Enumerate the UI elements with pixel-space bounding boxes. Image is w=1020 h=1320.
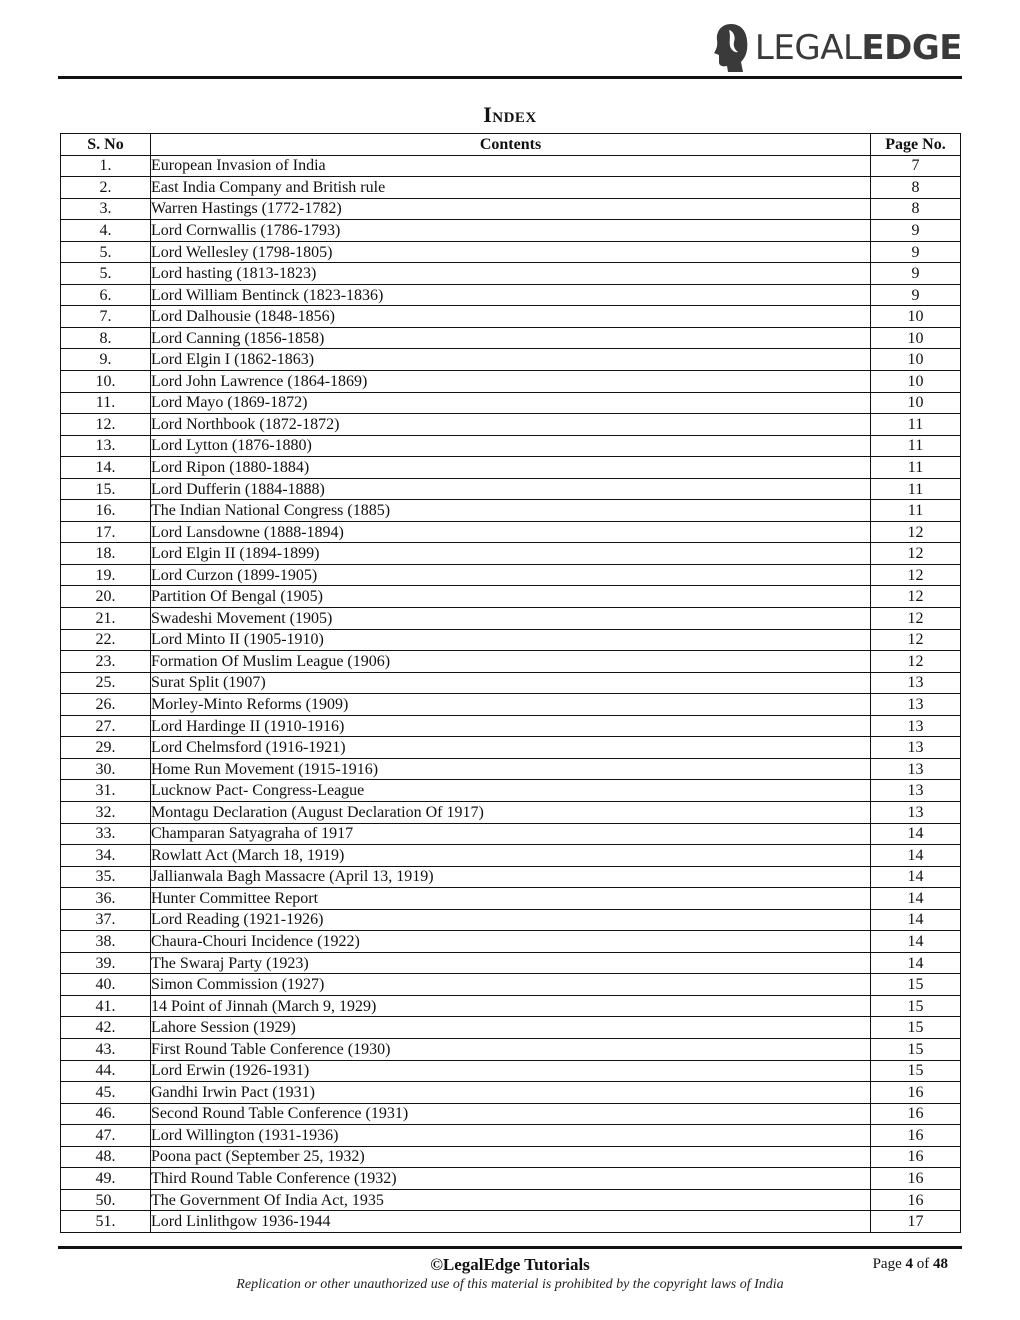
row-sno: 9.	[61, 349, 151, 371]
row-sno: 45.	[61, 1082, 151, 1104]
row-sno: 6.	[61, 284, 151, 306]
table-row	[61, 1189, 961, 1211]
row-sno: 11.	[61, 392, 151, 414]
row-content: First Round Table Conference (1930)	[151, 1038, 871, 1060]
row-page: 9	[871, 241, 961, 263]
row-sno: 5.	[61, 263, 151, 285]
row-page: 13	[871, 801, 961, 823]
row-page: 15	[871, 974, 961, 996]
table-row	[61, 263, 961, 285]
row-content: Swadeshi Movement (1905)	[151, 608, 871, 630]
row-page: 15	[871, 995, 961, 1017]
row-page: 15	[871, 1038, 961, 1060]
row-sno: 5.	[61, 241, 151, 263]
row-page: 14	[871, 888, 961, 910]
row-content: 14 Point of Jinnah (March 9, 1929)	[151, 995, 871, 1017]
row-page: 14	[871, 931, 961, 953]
row-content: Jallianwala Bagh Massacre (April 13, 1919)	[151, 866, 871, 888]
page-title: Index	[483, 102, 537, 127]
row-content: Lucknow Pact- Congress-League	[151, 780, 871, 802]
table-row	[61, 608, 961, 630]
row-content: Lord Canning (1856-1858)	[151, 327, 871, 349]
row-content: Home Run Movement (1915-1916)	[151, 758, 871, 780]
row-page: 16	[871, 1103, 961, 1125]
row-sno: 19.	[61, 564, 151, 586]
table-row	[61, 823, 961, 845]
row-page: 8	[871, 198, 961, 220]
row-page: 13	[871, 715, 961, 737]
row-content: Morley-Minto Reforms (1909)	[151, 694, 871, 716]
table-row	[61, 564, 961, 586]
row-sno: 39.	[61, 952, 151, 974]
row-content: Formation Of Muslim League (1906)	[151, 651, 871, 673]
row-content: Montagu Declaration (August Declaration Of 1917)	[151, 801, 871, 823]
row-content: Lord Lansdowne (1888-1894)	[151, 521, 871, 543]
row-page: 15	[871, 1060, 961, 1082]
row-sno: 12.	[61, 414, 151, 436]
index-table	[60, 133, 961, 1233]
row-content: Lord Minto II (1905-1910)	[151, 629, 871, 651]
row-content: Lord Dufferin (1884-1888)	[151, 478, 871, 500]
row-content: Lord Cornwallis (1786-1793)	[151, 220, 871, 242]
table-row	[61, 629, 961, 651]
page-of: of	[916, 1256, 930, 1272]
table-row	[61, 1146, 961, 1168]
table-row	[61, 845, 961, 867]
row-page: 14	[871, 845, 961, 867]
table-row	[61, 888, 961, 910]
page-prefix: Page	[872, 1256, 902, 1272]
row-content: Second Round Table Conference (1931)	[151, 1103, 871, 1125]
row-sno: 17.	[61, 521, 151, 543]
row-content: Poona pact (September 25, 1932)	[151, 1146, 871, 1168]
row-sno: 41.	[61, 995, 151, 1017]
table-row	[61, 715, 961, 737]
row-page: 10	[871, 392, 961, 414]
logo-wordmark	[755, 22, 962, 74]
table-row	[61, 457, 961, 479]
row-sno: 27.	[61, 715, 151, 737]
row-page: 16	[871, 1189, 961, 1211]
row-sno: 26.	[61, 694, 151, 716]
row-page: 16	[871, 1168, 961, 1190]
header-sno: S. No	[61, 134, 151, 156]
table-row	[61, 651, 961, 673]
row-sno: 50.	[61, 1189, 151, 1211]
table-row	[61, 801, 961, 823]
row-sno: 1.	[61, 155, 151, 177]
row-page: 14	[871, 866, 961, 888]
row-content: Lord Curzon (1899-1905)	[151, 564, 871, 586]
row-page: 10	[871, 327, 961, 349]
row-sno: 35.	[61, 866, 151, 888]
row-page: 16	[871, 1082, 961, 1104]
row-page: 12	[871, 608, 961, 630]
row-content: East India Company and British rule	[151, 177, 871, 199]
row-content: Partition Of Bengal (1905)	[151, 586, 871, 608]
table-row	[61, 866, 961, 888]
row-page: 8	[871, 177, 961, 199]
page-total: 48	[933, 1256, 948, 1272]
table-row	[61, 500, 961, 522]
page-current: 4	[905, 1256, 913, 1272]
row-page: 9	[871, 220, 961, 242]
row-page: 12	[871, 564, 961, 586]
row-sno: 43.	[61, 1038, 151, 1060]
row-content: Lahore Session (1929)	[151, 1017, 871, 1039]
row-page: 11	[871, 435, 961, 457]
page-number	[873, 1256, 948, 1273]
footer-brand: ©LegalEdge Tutorials	[430, 1255, 590, 1274]
table-row	[61, 1103, 961, 1125]
row-sno: 48.	[61, 1146, 151, 1168]
row-content: Champaran Satyagraha of 1917	[151, 823, 871, 845]
table-row	[61, 220, 961, 242]
row-sno: 8.	[61, 327, 151, 349]
header-rule	[58, 76, 962, 79]
table-row	[61, 435, 961, 457]
footer-rule	[58, 1246, 962, 1249]
row-sno: 25.	[61, 672, 151, 694]
row-sno: 34.	[61, 845, 151, 867]
row-page: 10	[871, 371, 961, 393]
row-page: 9	[871, 263, 961, 285]
row-sno: 22.	[61, 629, 151, 651]
table-row	[61, 1211, 961, 1233]
row-page: 15	[871, 1017, 961, 1039]
row-sno: 40.	[61, 974, 151, 996]
row-content: Lord Elgin I (1862-1863)	[151, 349, 871, 371]
row-content: The Indian National Congress (1885)	[151, 500, 871, 522]
row-content: Lord John Lawrence (1864-1869)	[151, 371, 871, 393]
row-sno: 20.	[61, 586, 151, 608]
row-page: 7	[871, 155, 961, 177]
row-sno: 42.	[61, 1017, 151, 1039]
row-content: Lord Wellesley (1798-1805)	[151, 241, 871, 263]
table-row	[61, 1125, 961, 1147]
row-page: 16	[871, 1125, 961, 1147]
table-header-row	[61, 134, 961, 156]
row-page: 12	[871, 651, 961, 673]
row-page: 11	[871, 500, 961, 522]
table-row	[61, 737, 961, 759]
row-sno: 49.	[61, 1168, 151, 1190]
row-content: Warren Hastings (1772-1782)	[151, 198, 871, 220]
table-row	[61, 694, 961, 716]
table-row	[61, 931, 961, 953]
row-page: 12	[871, 521, 961, 543]
row-sno: 36.	[61, 888, 151, 910]
row-content: Hunter Committee Report	[151, 888, 871, 910]
row-content: Lord Dalhousie (1848-1856)	[151, 306, 871, 328]
table-row	[61, 758, 961, 780]
table-row	[61, 974, 961, 996]
table-row	[61, 478, 961, 500]
table-row	[61, 1168, 961, 1190]
row-page: 16	[871, 1146, 961, 1168]
row-sno: 21.	[61, 608, 151, 630]
table-row	[61, 952, 961, 974]
row-page: 13	[871, 780, 961, 802]
row-sno: 4.	[61, 220, 151, 242]
row-content: Lord Reading (1921-1926)	[151, 909, 871, 931]
row-content: Lord Chelmsford (1916-1921)	[151, 737, 871, 759]
row-sno: 31.	[61, 780, 151, 802]
row-sno: 30.	[61, 758, 151, 780]
table-row	[61, 521, 961, 543]
row-sno: 46.	[61, 1103, 151, 1125]
table-row	[61, 780, 961, 802]
row-sno: 51.	[61, 1211, 151, 1233]
row-sno: 2.	[61, 177, 151, 199]
row-page: 11	[871, 414, 961, 436]
row-sno: 23.	[61, 651, 151, 673]
row-sno: 38.	[61, 931, 151, 953]
table-row	[61, 284, 961, 306]
row-sno: 3.	[61, 198, 151, 220]
table-row	[61, 241, 961, 263]
row-content: Surat Split (1907)	[151, 672, 871, 694]
table-row	[61, 306, 961, 328]
row-sno: 32.	[61, 801, 151, 823]
row-content: Chaura-Chouri Incidence (1922)	[151, 931, 871, 953]
table-row	[61, 995, 961, 1017]
row-page: 12	[871, 629, 961, 651]
row-sno: 14.	[61, 457, 151, 479]
index-table-body	[61, 155, 961, 1232]
row-content: Third Round Table Conference (1932)	[151, 1168, 871, 1190]
row-content: Lord Mayo (1869-1872)	[151, 392, 871, 414]
table-row	[61, 392, 961, 414]
row-content: Lord William Bentinck (1823-1836)	[151, 284, 871, 306]
head-silhouette-icon	[713, 22, 749, 74]
row-sno: 47.	[61, 1125, 151, 1147]
row-content: Lord Lytton (1876-1880)	[151, 435, 871, 457]
row-page: 10	[871, 349, 961, 371]
row-content: Lord Willington (1931-1936)	[151, 1125, 871, 1147]
logo-text-bold: EDGE	[861, 28, 962, 68]
row-page: 13	[871, 737, 961, 759]
row-sno: 10.	[61, 371, 151, 393]
table-row	[61, 155, 961, 177]
row-page: 14	[871, 909, 961, 931]
table-row	[61, 1038, 961, 1060]
logo-text-light: LEGAL	[754, 28, 862, 68]
brand-logo	[713, 22, 962, 74]
row-page: 17	[871, 1211, 961, 1233]
row-page: 11	[871, 478, 961, 500]
row-content: Lord Ripon (1880-1884)	[151, 457, 871, 479]
row-page: 12	[871, 586, 961, 608]
table-row	[61, 327, 961, 349]
table-row	[61, 586, 961, 608]
table-row	[61, 349, 961, 371]
row-page: 14	[871, 823, 961, 845]
table-row	[61, 1060, 961, 1082]
table-row	[61, 198, 961, 220]
row-content: Lord Linlithgow 1936-1944	[151, 1211, 871, 1233]
row-page: 13	[871, 758, 961, 780]
row-content: The Swaraj Party (1923)	[151, 952, 871, 974]
row-content: The Government Of India Act, 1935	[151, 1189, 871, 1211]
row-page: 10	[871, 306, 961, 328]
table-row	[61, 371, 961, 393]
row-content: Lord hasting (1813-1823)	[151, 263, 871, 285]
row-page: 14	[871, 952, 961, 974]
table-row	[61, 414, 961, 436]
row-content: Lord Northbook (1872-1872)	[151, 414, 871, 436]
row-sno: 29.	[61, 737, 151, 759]
row-sno: 44.	[61, 1060, 151, 1082]
table-row	[61, 543, 961, 565]
table-row	[61, 177, 961, 199]
row-sno: 15.	[61, 478, 151, 500]
row-content: Gandhi Irwin Pact (1931)	[151, 1082, 871, 1104]
table-row	[61, 1017, 961, 1039]
row-sno: 18.	[61, 543, 151, 565]
row-content: Rowlatt Act (March 18, 1919)	[151, 845, 871, 867]
row-content: Lord Erwin (1926-1931)	[151, 1060, 871, 1082]
row-sno: 7.	[61, 306, 151, 328]
row-sno: 16.	[61, 500, 151, 522]
row-sno: 33.	[61, 823, 151, 845]
row-content: European Invasion of India	[151, 155, 871, 177]
row-page: 11	[871, 457, 961, 479]
row-page: 9	[871, 284, 961, 306]
copyright-notice: Replication or other unauthorized use of this material is prohibited by the copyright laws of India	[236, 1277, 784, 1292]
row-sno: 37.	[61, 909, 151, 931]
row-page: 13	[871, 694, 961, 716]
row-sno: 13.	[61, 435, 151, 457]
row-content: Lord Elgin II (1894-1899)	[151, 543, 871, 565]
table-row	[61, 672, 961, 694]
row-content: Lord Hardinge II (1910-1916)	[151, 715, 871, 737]
row-page: 13	[871, 672, 961, 694]
header-contents: Contents	[151, 134, 871, 156]
row-page: 12	[871, 543, 961, 565]
table-row	[61, 909, 961, 931]
table-row	[61, 1082, 961, 1104]
row-content: Simon Commission (1927)	[151, 974, 871, 996]
header-page-no: Page No.	[871, 134, 961, 156]
